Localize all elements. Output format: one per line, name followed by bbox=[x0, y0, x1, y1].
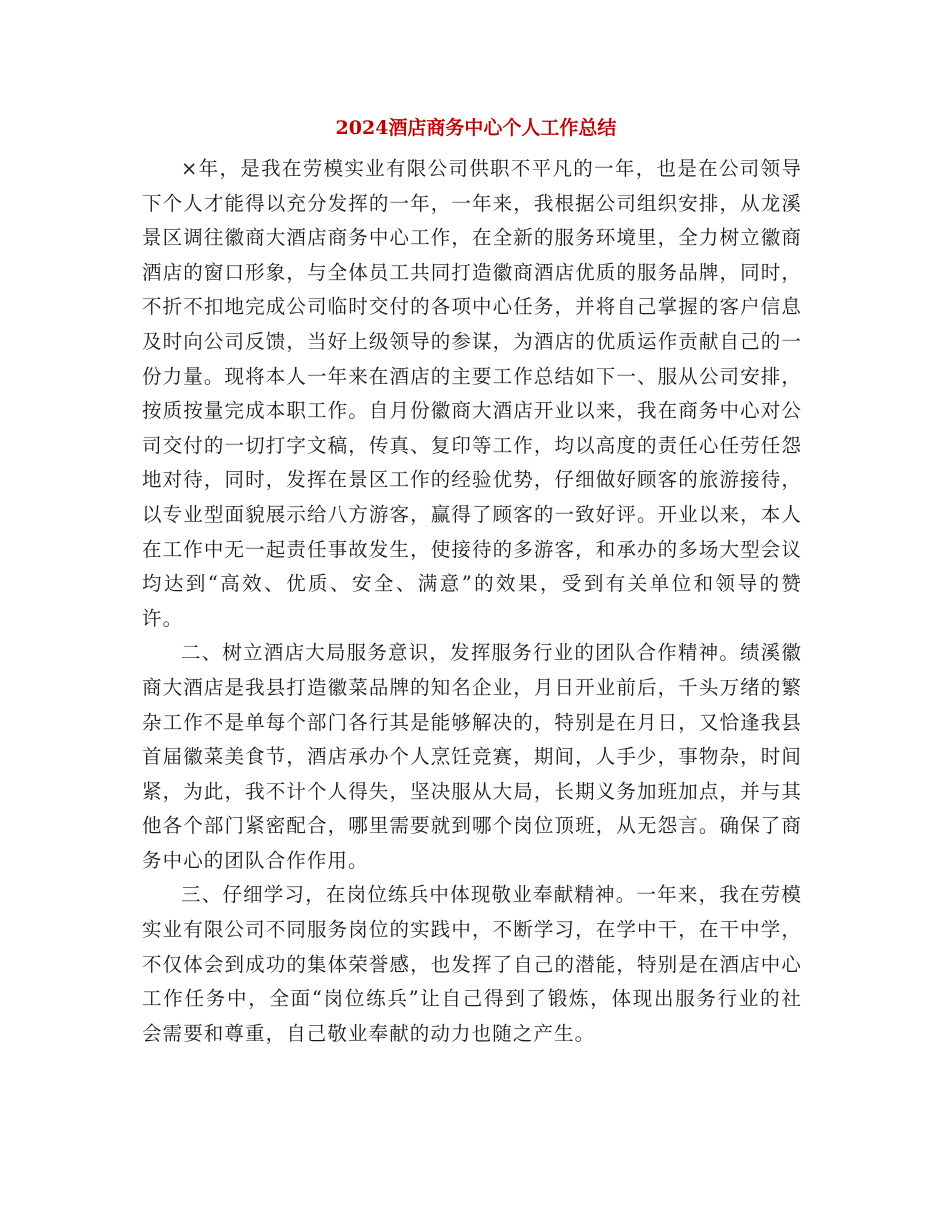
paragraph-teamwork: 二、树立酒店大局服务意识，发挥服务行业的团队合作精神。绩溪徽商大酒店是我县打造徽菜品牌的知名企业，月日开业前后，千头万绪的繁杂工作不是单每个部门各行其是能够解决的，特别是在月日，又恰逢我县首届徽菜美食节，酒店承办个人烹饪竞赛，期间，人手少，事物杂，时间紧，为此，我不计个人得失，坚决服从大局，长期义务加班加点，并与其他各个部门紧密配合，哪里需要就到哪个岗位顶班，从无怨言。确保了商务中心的团队合作作用。 bbox=[142, 641, 802, 872]
paragraph-learning: 三、仔细学习，在岗位练兵中体现敬业奉献精神。一年来，我在劳模实业有限公司不同服务岗位的实践中，不断学习，在学中干，在干中学，不仅体会到成功的集体荣誉感，也发挥了自己的潜能，特别是在酒店中心工作任务中，全面“岗位练兵”让自己得到了锻炼，体现出服务行业的社会需要和尊重，自己敬业奉献的动力也随之产生。 bbox=[142, 883, 802, 1045]
document-page bbox=[142, 104, 802, 1051]
document-title: 2024酒店商务中心个人工作总结 bbox=[335, 117, 617, 139]
paragraph-intro: ×年，是我在劳模实业有限公司供职不平凡的一年，也是在公司领导下个人才能得以充分发挥的一年，一年来，我根据公司组织安排，从龙溪景区调往徽商大酒店商务中心工作，在全新的服务环境里，全力树立徽商酒店的窗口形象，与全体员工共同打造徽商酒店优质的服务品牌，同时，不折不扣地完成公司临时交付的各项中心任务，并将自己掌握的客户信息及时向公司反馈，当好上级领导的参谋，为酒店的优质运作贡献自己的一份力量。现将本人一年来在酒店的主要工作总结如下一、服从公司安排，按质按量完成本职工作。自月份徽商大酒店开业以来，我在商务中心对公司交付的一切打字文稿，传真、复印等工作，均以高度的责任心任劳任怨地对待，同时，发挥在景区工作的经验优势，仔细做好顾客的旅游接待，以专业型面貌展示给八方游客，赢得了顾客的一致好评。开业以来，本人在工作中无一起责任事故发生，使接待的多游客，和承办的多场大型会议均达到“高效、优质、安全、满意”的效果，受到有关单位和领导的赞许。 bbox=[142, 157, 802, 630]
